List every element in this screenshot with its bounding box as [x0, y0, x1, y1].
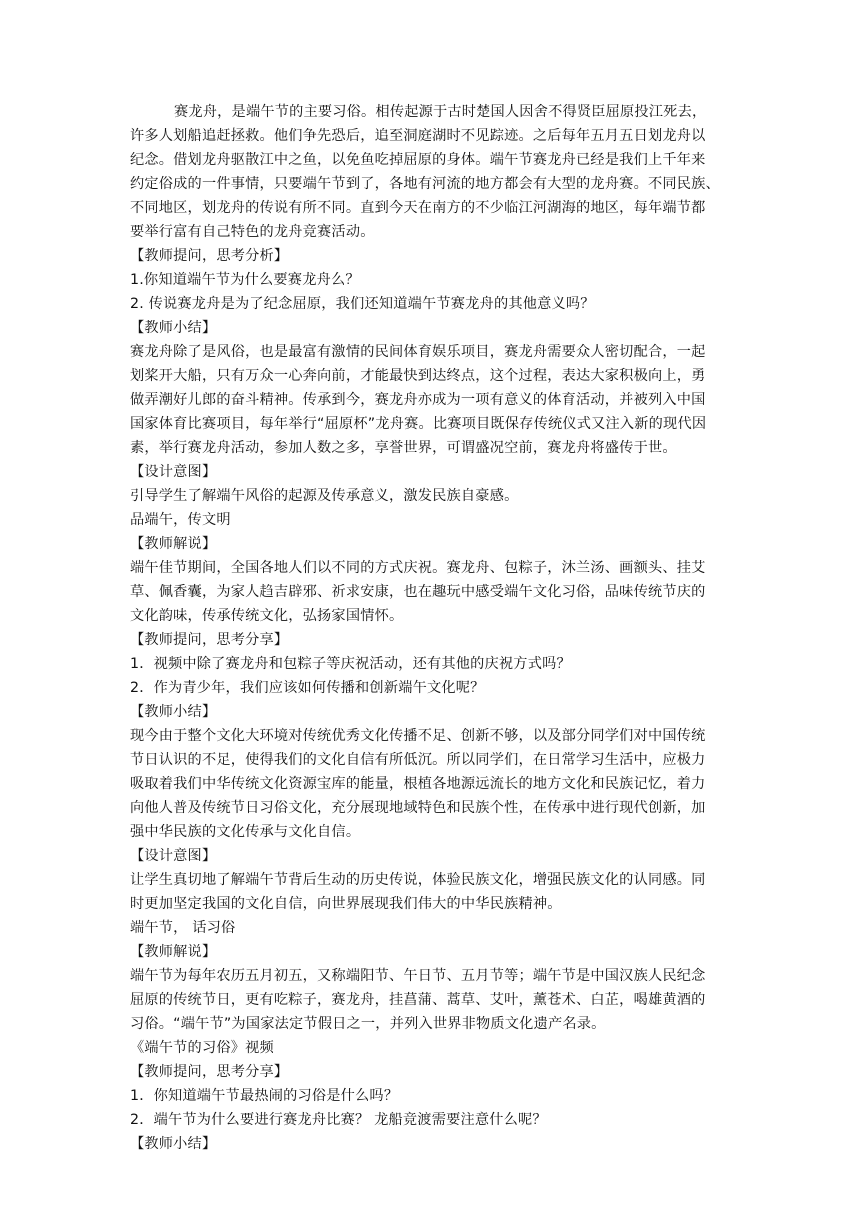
- question-item: 1．视频中除了赛龙舟和包粽子等庆祝活动，还有其他的庆祝方式吗？: [130, 656, 571, 672]
- video-title: 《端午节的习俗》视频: [130, 1040, 274, 1056]
- section-heading: 【设计意图】: [130, 848, 217, 864]
- section-heading: 【教师小结】: [130, 704, 217, 720]
- question-item: 1.你知道端午节为什么要赛龙舟么？: [130, 272, 360, 288]
- paragraph-line: 端午佳节期间，全国各地人们以不同的方式庆祝。赛龙舟、包粽子，沐兰汤、画额头、挂艾: [130, 560, 706, 576]
- paragraph-line: 文化韵味，传承传统文化，弘扬家国情怀。: [130, 608, 404, 624]
- question-item: 2．作为青少年，我们应该如何传播和创新端午文化呢？: [130, 680, 485, 696]
- paragraph-line: 引导学生了解端午风俗的起源及传承意义，激发民族自豪感。: [130, 488, 519, 504]
- paragraph-line: 国家体育比赛项目，每年举行“屈原杯”龙舟赛。比赛项目既保存传统仪式又注入新的现代因: [130, 416, 707, 432]
- section-heading: 【教师解说】: [130, 536, 217, 552]
- section-heading: 【教师小结】: [130, 1136, 217, 1152]
- paragraph-line: 做弄潮好儿郎的奋斗精神。传承到今，赛龙舟亦成为一项有意义的体育活动，并被列入中国: [130, 392, 706, 408]
- paragraph-line: 赛龙舟除了是风俗，也是最富有激情的民间体育娱乐项目，赛龙舟需要众人密切配合，一起: [130, 344, 706, 360]
- paragraph-line: 素，举行赛龙舟活动，参加人数之多，享誉世界，可谓盛况空前，赛龙舟将盛传于世。: [130, 440, 677, 456]
- subsection-title: 端午节， 话习俗: [130, 920, 236, 936]
- paragraph-line: 现今由于整个文化大环境对传统优秀文化传播不足、创新不够，以及部分同学们对中国传统: [130, 728, 706, 744]
- section-heading: 【教师解说】: [130, 944, 217, 960]
- question-item: 2. 传说赛龙舟是为了纪念屈原，我们还知道端午节赛龙舟的其他意义吗？: [130, 296, 595, 312]
- document-body: [130, 100, 730, 1156]
- paragraph-line: 让学生真切地了解端午节背后生动的历史传说，体验民族文化，增强民族文化的认同感。同: [130, 872, 706, 888]
- paragraph-line: 要举行富有自己特色的龙舟竞赛活动。: [130, 224, 375, 240]
- paragraph-line: 强中华民族的文化传承与文化自信。: [130, 824, 361, 840]
- paragraph-line: 吸取着我们中华传统文化资源宝库的能量，根植各地源远流长的地方文化和民族记忆，着力: [130, 776, 706, 792]
- section-heading: 【教师提问，思考分析】: [130, 248, 289, 264]
- paragraph-line: 不同地区，划龙舟的传说有所不同。直到今天在南方的不少临江河湖海的地区，每年端节都: [130, 200, 706, 216]
- paragraph-line: 许多人划船追赶拯救。他们争先恐后，追至洞庭湖时不见踪迹。之后每年五月五日划龙舟以: [130, 128, 706, 144]
- section-heading: 【教师小结】: [130, 320, 217, 336]
- section-heading: 【教师提问，思考分享】: [130, 632, 289, 648]
- paragraph-line: 赛龙舟，是端午节的主要习俗。相传起源于古时楚国人因舍不得贤臣屈原投江死去，: [174, 104, 707, 120]
- paragraph-line: 端午节为每年农历五月初五，又称端阳节、午日节、五月节等；端午节是中国汉族人民纪念: [130, 968, 706, 984]
- paragraph-line: 向他人普及传统节日习俗文化，充分展现地域特色和民族个性，在传承中进行现代创新，加: [130, 800, 706, 816]
- paragraph-line: 约定俗成的一件事情，只要端午节到了，各地有河流的地方都会有大型的龙舟赛。不同民族、: [130, 176, 720, 192]
- paragraph-line: 屈原的传统节日，更有吃粽子，赛龙舟，挂菖蒲、蒿草、艾叶，薰苍术、白芷，喝雄黄酒的: [130, 992, 706, 1008]
- paragraph-line: 时更加坚定我国的文化自信，向世界展现我们伟大的中华民族精神。: [130, 896, 562, 912]
- paragraph-line: 草、佩香囊，为家人趋吉辟邪、祈求安康，也在趣玩中感受端午文化习俗，品味传统节庆的: [130, 584, 706, 600]
- paragraph-line: 习俗。“端午节”为国家法定节假日之一，并列入世界非物质文化遗产名录。: [130, 1016, 606, 1032]
- paragraph-line: 节日认识的不足，使得我们的文化自信有所低沉。所以同学们，在日常学习生活中，应极力: [130, 752, 706, 768]
- question-item: 2．端午节为什么要进行赛龙舟比赛？ 龙船竞渡需要注意什么呢？: [130, 1112, 547, 1128]
- section-heading: 【设计意图】: [130, 464, 217, 480]
- paragraph-line: 划桨开大船，只有万众一心奔向前，才能最快到达终点，这个过程，表达大家积极向上，勇: [130, 368, 706, 384]
- question-item: 1．你知道端午节最热闹的习俗是什么吗？: [130, 1088, 399, 1104]
- subsection-title: 品端午，传文明: [130, 512, 231, 528]
- paragraph-line: 纪念。借划龙舟驱散江中之鱼，以免鱼吃掉屈原的身体。端午节赛龙舟已经是我们上千年来: [130, 152, 706, 168]
- section-heading: 【教师提问，思考分享】: [130, 1064, 289, 1080]
